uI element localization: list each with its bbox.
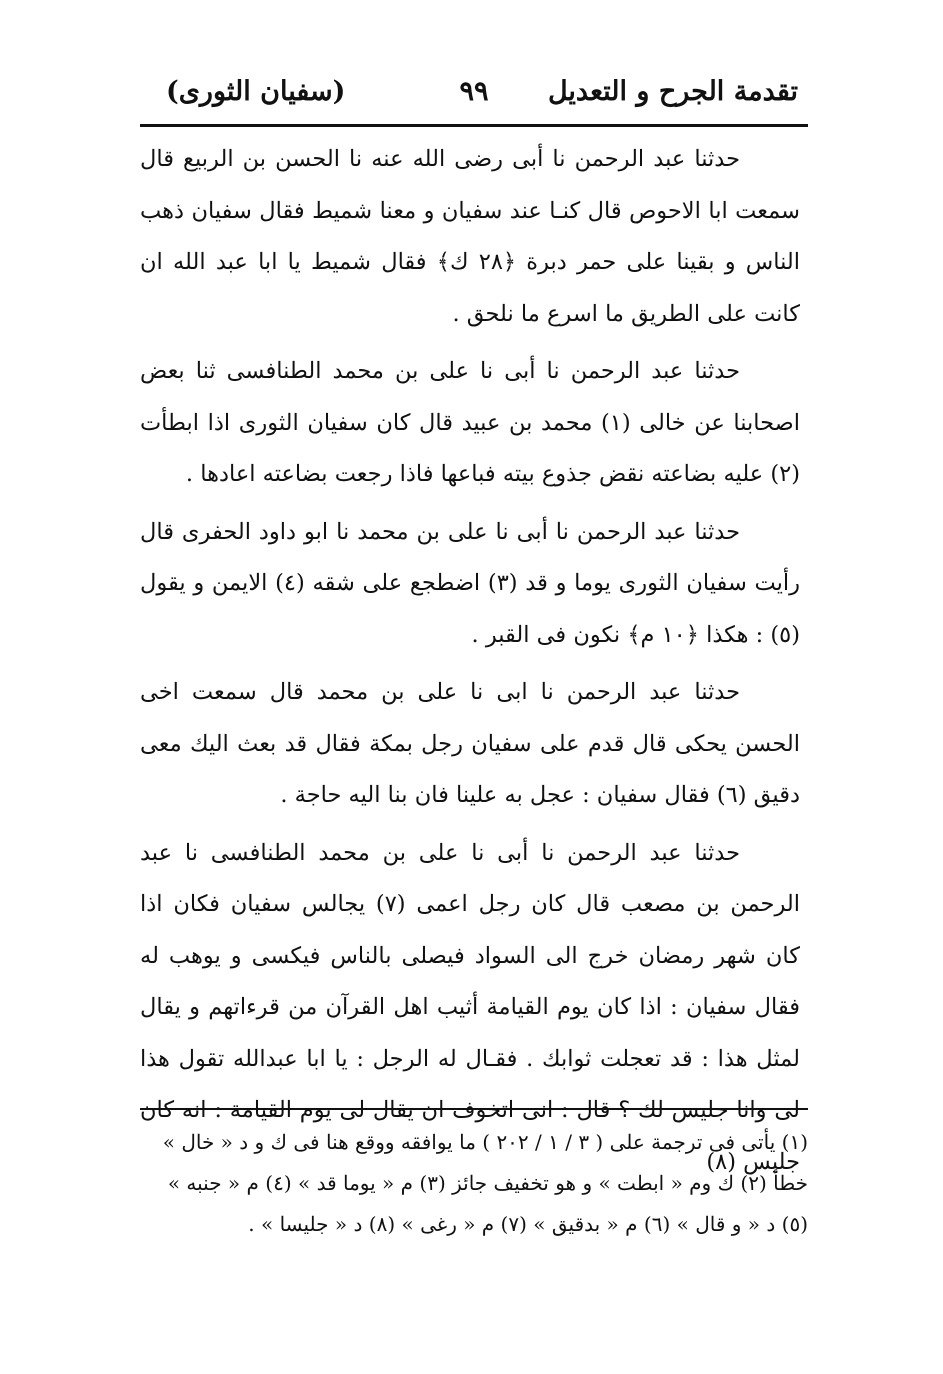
footnotes — [140, 1122, 808, 1245]
footnote-divider — [140, 1108, 808, 1110]
page-header — [140, 68, 808, 120]
paragraph: حدثنا عبد الرحمن نا أبى نا على بن محمد الطنافسى نا عبد الرحمن بن مصعب قال كان رجل اعمى (٧) يجالس سفيان فكان اذا كان شهر رمضان خرج الى السواد فيصلى بالناس فيكسى و يوهب له فقال سفيان : اذا كان يوم القيامة أثيب اهل القرآن من قرءاتهم و يقال لمثل هذا : قد تعجلت ثوابك . فقـال له الرجل : يا ابا عبدالله تقول هذا لى وانا جليس لك ؟ قال : انى اتخوف ان يقال لى يوم القيامة : انه كان جليس (٨) — [140, 839, 800, 1175]
paragraph: حدثنا عبد الرحمن نا ابى نا على بن محمد قال سمعت اخى الحسن يحكى قال قدم على سفيان رجل بمكة فقال قد بعث اليك معى دقيق (٦) فقال سفيان : عجل به علينا فان بنا اليه حاجة . — [140, 679, 800, 808]
paragraph: حدثنا عبد الرحمن نا أبى رضى الله عنه نا الحسن بن الربيع قال سمعت ابا الاحوص قال كنـا عند سفيان و معنا شميط فقال سفيان ذهب الناس و بقينا على حمر دبرة ﴿٢٨ ك﴾ فقال شميط يا ابا عبد الله ان كانت على الطريق ما اسرع ما نلحق . — [140, 146, 801, 327]
footnote-line: (٥) د « و قال » (٦) م « بدقيق » (٧) م « رغى » (٨) د « جليسا » . — [248, 1212, 808, 1236]
paragraph: حدثنا عبد الرحمن نا أبى نا على بن محمد نا ابو داود الحفرى قال رأيت سفيان الثورى يوما و قد (٣) اضطجع على شقه (٤) الايمن و يقول (٥) : هكذا ﴿١٠ م﴾ نكون فى القبر . — [140, 518, 800, 648]
footnote-line: خطأ (٢) ك وم « ابطت » و هو تخفيف جائز (٣) م « يوما قد » (٤) م « جنبه » — [167, 1171, 808, 1195]
page-number: ٩٩ — [459, 76, 489, 107]
section-title: (سفيان الثورى) — [166, 76, 346, 107]
main-text — [140, 134, 800, 1194]
header-divider — [140, 124, 808, 127]
book-title: تقدمة الجرح و التعديل — [547, 76, 798, 107]
paragraph: حدثنا عبد الرحمن نا أبى نا على بن محمد الطنافسى ثنا بعض اصحابنا عن خالى (١) محمد بن عبيد قال كان سفيان الثورى اذا ابطأت (٢) عليه بضاعته نقض جذوع بيته فباعها فاذا رجعت بضاعته اعادها . — [140, 358, 800, 487]
footnote-line: (١) يأتى فى ترجمة على ( ٣ / ١ / ٢٠٢ ) ما يوافقه ووقع هنا فى ك و د « خال » — [162, 1130, 808, 1154]
